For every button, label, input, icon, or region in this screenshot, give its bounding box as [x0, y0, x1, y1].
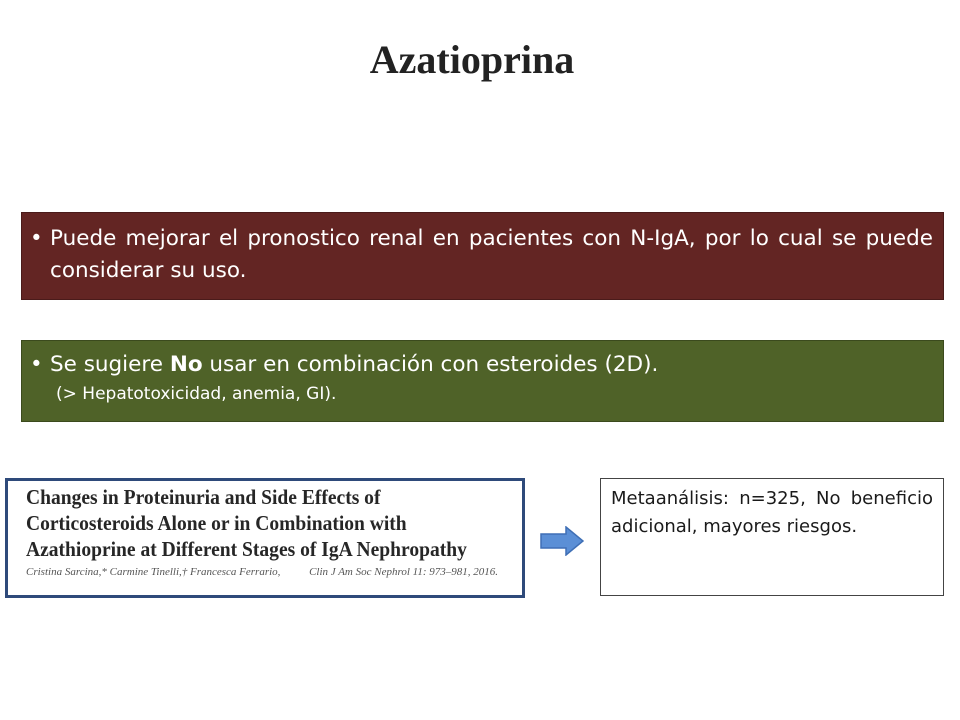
bullet-item [30, 223, 933, 287]
recommendation-box-steroids [21, 340, 944, 422]
bullet-item [30, 349, 933, 381]
bullet-text-pre: Se sugiere [50, 352, 170, 377]
right-arrow-icon [540, 526, 584, 556]
bullet-marker: • [30, 226, 43, 251]
meta-analysis-text: Metaanálisis: n=325, No beneficio adicional, mayores riesgos. [611, 488, 933, 537]
paper-footer [26, 566, 514, 578]
bullet-marker: • [30, 352, 43, 377]
paper-title-line: Changes in Proteinuria and Side Effects of [26, 485, 381, 509]
recommendation-box-prognosis [21, 212, 944, 300]
slide-title: Azatioprina [369, 37, 575, 82]
meta-analysis-box [600, 478, 944, 596]
paper-title-line: Azathioprine at Different Stages of IgA Nephropathy [26, 537, 467, 561]
paper-reference-image [5, 478, 525, 598]
paper-citation: Clin J Am Soc Nephrol 11: 973–981, 2016. [309, 566, 498, 578]
bullet-text-bold: No [169, 352, 203, 377]
bullet-subtext: (> Hepatotoxicidad, anemia, GI). [56, 384, 337, 404]
bullet-text-post: usar en combinación con esteroides (2D). [202, 352, 659, 377]
bullet-text: Puede mejorar el pronostico renal en pacientes con N-IgA, por lo cual se puede considerar su uso. [50, 226, 933, 283]
paper-title-line: Corticosteroids Alone or in Combination with [26, 511, 407, 535]
paper-authors: Cristina Sarcina,* Carmine Tinelli,† Francesca Ferrario, [26, 566, 281, 578]
